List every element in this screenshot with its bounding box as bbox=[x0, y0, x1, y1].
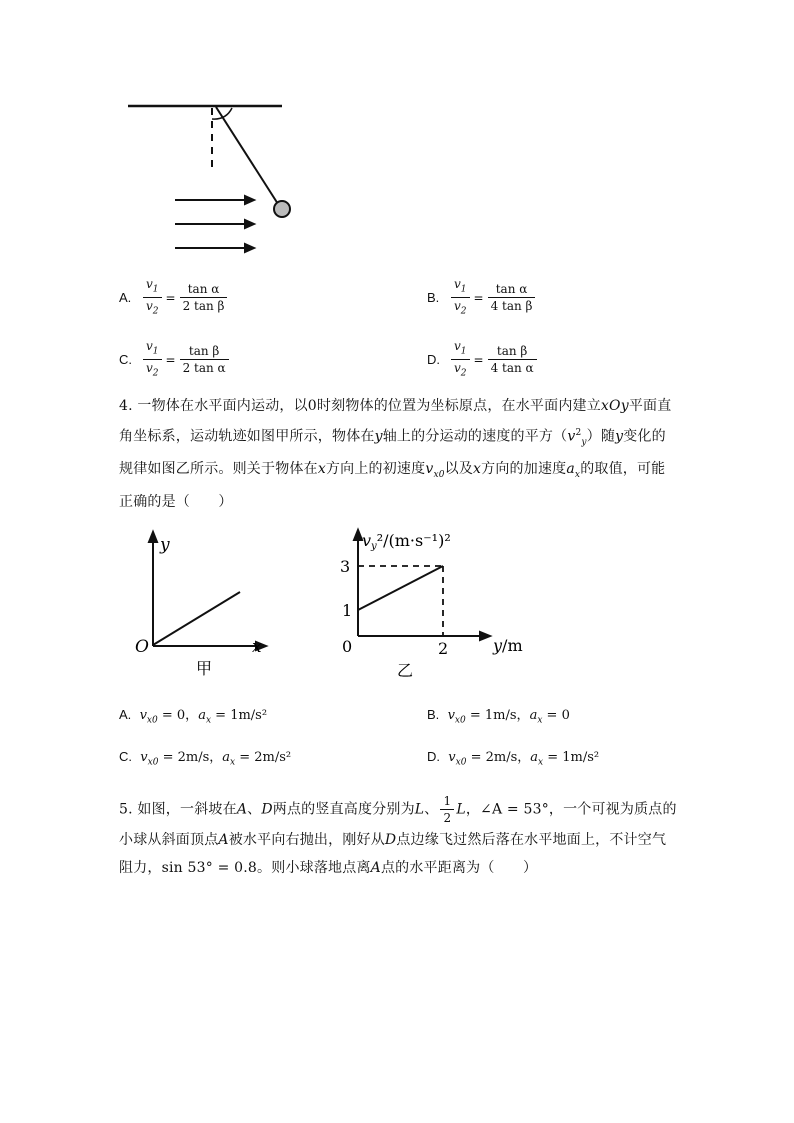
y-axis-label: vy²/(m·s⁻¹)² bbox=[362, 531, 451, 552]
data-line bbox=[358, 566, 443, 610]
q3-option-a[interactable]: A. $\frac{v_1}{v_2}$ = $\frac{\text{tan α}}{\text{2 tan β}}$ bbox=[119, 276, 229, 320]
q3-option-c[interactable]: C. $\frac{v_1}{v_2}$ = $\frac{\text{tan β}}{\text{2 tan α}}$ bbox=[119, 338, 231, 382]
q3-option-b[interactable]: B. $\frac{v_1}{v_2}$ = $\frac{\text{tan α}}{\text{4 tan β}}$ bbox=[427, 276, 537, 320]
option-label: B. bbox=[427, 290, 440, 306]
x-axis-label: y/m bbox=[493, 636, 523, 655]
q5-question-text: 5. 如图，一斜坡在A、D两点的竖直高度分别为L、 $\frac{1}{2}$ L，∠A = 53°，一个可视为质点的小球从斜面顶点A被水平向右抛出，刚好从D点边缘飞过然后落在水平地面上，不计空气阻力，sin 53° = 0.8。则小球落地点离A点的水平距离为（ ） bbox=[119, 794, 677, 876]
q3-pendulum-figure bbox=[120, 92, 300, 262]
ratio-lhs: $\frac{v_1}{v_2}$ bbox=[143, 276, 162, 320]
q4-option-c[interactable]: C. $v_{x0} = 2m/s$，$a_x = 2m/s^2$ bbox=[119, 749, 292, 768]
ratio-lhs: $\frac{v_1}{v_2}$ bbox=[143, 338, 162, 382]
figure-caption-yi: 乙 bbox=[397, 661, 414, 680]
q4-question-text: 4. 一物体在水平面内运动，以0时刻物体的位置为坐标原点，在水平面内建立xOy平面直角坐标系，运动轨迹如图甲所示，物体在y轴上的分运动的速度的平方$(v^2_y)$随y变化的规律如图乙所示。则关于物体在x方向上的初速度$v_{x0}$以及x方向的加速度$a_x$的取值，可能正确的是（ ） bbox=[119, 398, 672, 511]
tick-label-2: 2 bbox=[438, 639, 449, 658]
half-fraction: $\frac{1}{2}$ bbox=[440, 793, 454, 826]
q4-figure-yi bbox=[335, 518, 545, 684]
wind-arrows bbox=[175, 196, 254, 252]
ratio-lhs: $\frac{v_1}{v_2}$ bbox=[451, 276, 470, 320]
axis-label-x: x bbox=[252, 637, 262, 657]
trajectory-line bbox=[153, 592, 240, 645]
origin-label: O bbox=[135, 637, 149, 657]
option-label: D. bbox=[427, 352, 440, 368]
figure-caption-jia: 甲 bbox=[196, 659, 213, 678]
q4-figure-jia bbox=[128, 528, 278, 684]
option-label: C. bbox=[119, 352, 132, 368]
ratio-rhs: $\frac{\text{tan α}}{\text{4 tan β}}$ bbox=[488, 281, 536, 314]
tick-label-3: 3 bbox=[340, 557, 351, 576]
ratio-rhs: $\frac{\text{tan α}}{\text{2 tan β}}$ bbox=[180, 281, 228, 314]
q4-option-d[interactable]: D. $v_{x0} = 2m/s$，$a_x = 1m/s^2$ bbox=[427, 749, 600, 768]
ratio-rhs: $\frac{\text{tan β}}{\text{2 tan α}}$ bbox=[180, 343, 229, 376]
ratio-lhs: $\frac{v_1}{v_2}$ bbox=[451, 338, 470, 382]
ratio-rhs: $\frac{\text{tan β}}{\text{4 tan α}}$ bbox=[488, 343, 537, 376]
option-label: A. bbox=[119, 290, 132, 306]
tick-label-0: 0 bbox=[342, 637, 353, 656]
pendulum-string bbox=[216, 107, 278, 204]
q4-option-b[interactable]: B. $v_{x0} = 1m/s$，$a_x = 0$ bbox=[427, 707, 570, 726]
axis-label-y: y bbox=[160, 535, 170, 555]
pendulum-ball bbox=[274, 201, 290, 217]
q4-option-a[interactable]: A. $v_{x0} = 0$，$a_x = 1m/s^2$ bbox=[119, 707, 268, 726]
tick-label-1: 1 bbox=[342, 601, 353, 620]
q3-option-d[interactable]: D. $\frac{v_1}{v_2}$ = $\frac{\text{tan β}}{\text{4 tan α}}$ bbox=[427, 338, 539, 382]
